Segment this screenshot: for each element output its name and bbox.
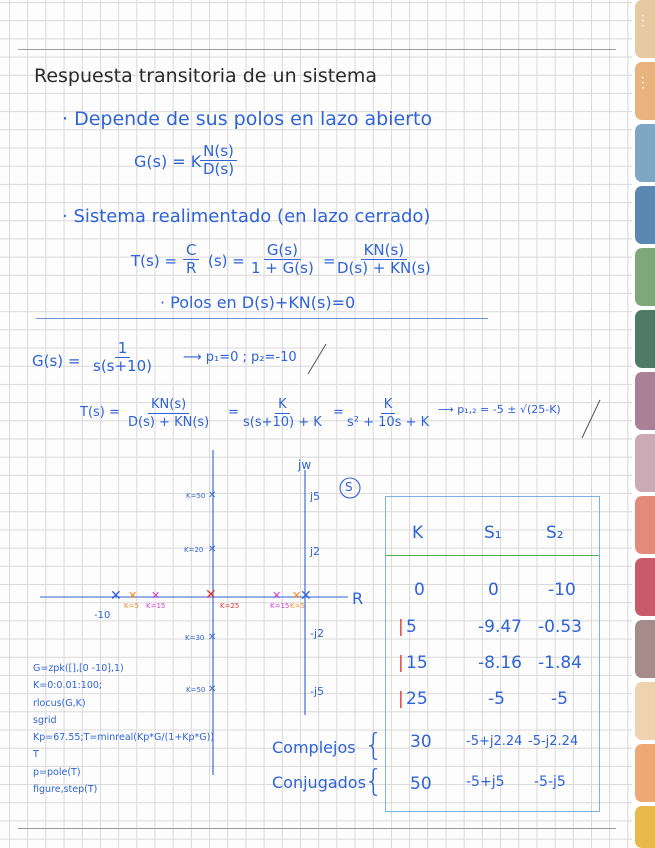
pole-marker-m10: ✕ (110, 588, 122, 604)
table-cell: -9.47 (478, 617, 522, 637)
example-poles: ⟶ p₁=0 ; p₂=-10 (183, 350, 297, 365)
table-cell: 5 (406, 617, 417, 637)
code-block (33, 660, 217, 798)
table-cell: -5 (551, 689, 568, 709)
tab-11[interactable] (635, 620, 655, 678)
closed-loop-frac3-den: D(s) + KN(s) (337, 259, 431, 277)
label-k30: K=30 (185, 634, 205, 642)
table-cell: 15 (406, 653, 428, 673)
closed-loop-lhs: T(s) = (131, 252, 178, 270)
table-cell: 0 (414, 580, 425, 600)
closed-example-frac1-num: KN(s) (148, 396, 189, 414)
table-cell: -0.53 (538, 617, 582, 637)
table-cell: -8.16 (478, 653, 522, 673)
code-line: rlocus(G,K) (33, 697, 86, 709)
bullet-closed-loop: · Sistema realimentado (en lazo cerrado) (62, 206, 431, 227)
closed-example-frac1-den: D(s) + KN(s) (128, 415, 210, 430)
tab-2[interactable] (635, 62, 655, 120)
table-cell: 50 (410, 774, 432, 794)
s-plane-label: S (345, 480, 353, 494)
pole-marker-k15-left: ✕ (151, 589, 161, 602)
table-cell: -5-j5 (534, 774, 566, 790)
label-k20: K=20 (184, 546, 204, 554)
table-row-tick: | (398, 689, 404, 709)
brace-2: { (364, 764, 384, 799)
label-k5b: K=5 (290, 602, 305, 610)
poles-table (385, 496, 600, 812)
tab-dots-icon: • • • (641, 75, 645, 92)
table-cell: 30 (410, 732, 432, 752)
open-loop-den: D(s) (203, 160, 235, 178)
closed-example-frac2-num: K (275, 396, 290, 414)
tab-7[interactable] (635, 372, 655, 430)
example-num: 1 (115, 340, 131, 358)
tab-13[interactable] (635, 744, 655, 802)
pole-marker-origin: ✕ (300, 588, 312, 604)
code-line: sgrid (33, 714, 57, 726)
pole-marker-k30: ✕ (208, 632, 217, 643)
table-header-s1: S₁ (484, 523, 502, 543)
closed-loop-frac3-num: KN(s) (361, 242, 408, 260)
table-cell: -5-j2.24 (528, 734, 579, 749)
tick-mj2: -j2 (310, 627, 325, 640)
tab-10[interactable] (635, 558, 655, 616)
table-cell: 0 (488, 580, 499, 600)
pole-marker-k50b: ✕ (208, 684, 217, 695)
page-title: Respuesta transitoria de un sistema (34, 65, 378, 87)
tab-5[interactable] (635, 248, 655, 306)
table-cell: -5+j5 (466, 774, 505, 790)
code-line: figure,step(T) (33, 784, 98, 796)
closed-loop-frac2-den: 1 + G(s) (251, 259, 314, 277)
tab-1[interactable] (635, 0, 655, 58)
table-cell: -10 (548, 580, 576, 600)
closed-example-frac3-den: s² + 10s + K (347, 415, 430, 430)
closed-loop-eq: = (323, 252, 336, 270)
tab-14[interactable] (635, 806, 655, 848)
table-row-tick: | (398, 653, 404, 673)
pole-marker-k5-left: ✕ (128, 589, 138, 602)
closed-example-lhs: T(s) = (80, 405, 120, 420)
table-header-s2: S₂ (546, 523, 564, 543)
tick-m10: -10 (94, 610, 111, 621)
poles-note: · Polos en D(s)+KN(s)=0 (160, 293, 356, 312)
tick-j2: j2 (310, 545, 321, 558)
code-line: T (33, 749, 39, 761)
closed-loop-frac1-num: C (183, 242, 199, 260)
closed-example-frac2-den: s(s+10) + K (243, 415, 322, 430)
label-k15b: K=15 (270, 602, 290, 610)
label-k50: K=50 (186, 492, 206, 500)
tab-6[interactable] (635, 310, 655, 368)
complex-label: Complejos (272, 738, 356, 757)
tick-mj5: -j5 (310, 685, 325, 698)
closed-loop-mid: (s) = (208, 252, 245, 270)
pole-marker-k15-right: ✕ (272, 589, 282, 602)
tab-8[interactable] (635, 434, 655, 492)
label-k25: K=25 (220, 602, 240, 610)
closed-loop-frac1-den: R (186, 259, 197, 277)
label-k50b: K=50 (186, 686, 206, 694)
code-line: K=0:0.01:100; (33, 680, 103, 692)
code-line: p=pole(T) (33, 766, 81, 778)
table-cell: -5+j2.24 (466, 734, 523, 749)
brace-1: { (364, 728, 384, 763)
closed-example-eq1: = (228, 405, 239, 420)
pole-marker-k25: ✕ (205, 587, 217, 603)
code-line: Kp=67.55;T=minreal(Kp*G/(1+Kp*G)) (33, 732, 215, 744)
table-header-k: K (412, 523, 424, 543)
example-lhs: G(s) = (32, 352, 81, 370)
label-k5: K=5 (124, 602, 139, 610)
conjugate-label: Conjugados (272, 773, 366, 792)
real-axis-label: R (352, 589, 364, 608)
tab-3[interactable] (635, 124, 655, 182)
code-line: G=zpk([],[0 -10],1) (33, 663, 124, 674)
tab-dots-icon: • • • (641, 13, 645, 30)
tab-4[interactable] (635, 186, 655, 244)
tab-9[interactable] (635, 496, 655, 554)
closed-example-poles: ⟶ p₁,₂ = -5 ± √(25-K) (438, 403, 561, 416)
pole-marker-k20: ✕ (208, 544, 217, 555)
closed-example-eq2: = (333, 405, 344, 420)
pole-marker-k50: ✕ (208, 490, 217, 501)
closed-loop-frac2-num: G(s) (264, 242, 301, 260)
jw-label: jw (298, 458, 312, 472)
table-cell: -1.84 (538, 653, 582, 673)
closed-example-frac3-num: K (381, 396, 396, 414)
tick-j5: j5 (310, 490, 321, 503)
bullet-open-loop: · Depende de sus polos en lazo abierto (62, 108, 433, 130)
open-loop-num: N(s) (200, 143, 237, 161)
tab-12[interactable] (635, 682, 655, 740)
table-cell: -5 (488, 689, 505, 709)
table-row-tick: | (398, 617, 404, 637)
open-loop-lhs: G(s) = K (134, 152, 202, 171)
table-cell: 25 (406, 689, 428, 709)
pole-marker-k5-right: ✕ (292, 589, 302, 602)
table-header-separator (386, 555, 599, 556)
label-k15: K=15 (146, 602, 166, 610)
example-den: s(s+10) (93, 357, 152, 375)
